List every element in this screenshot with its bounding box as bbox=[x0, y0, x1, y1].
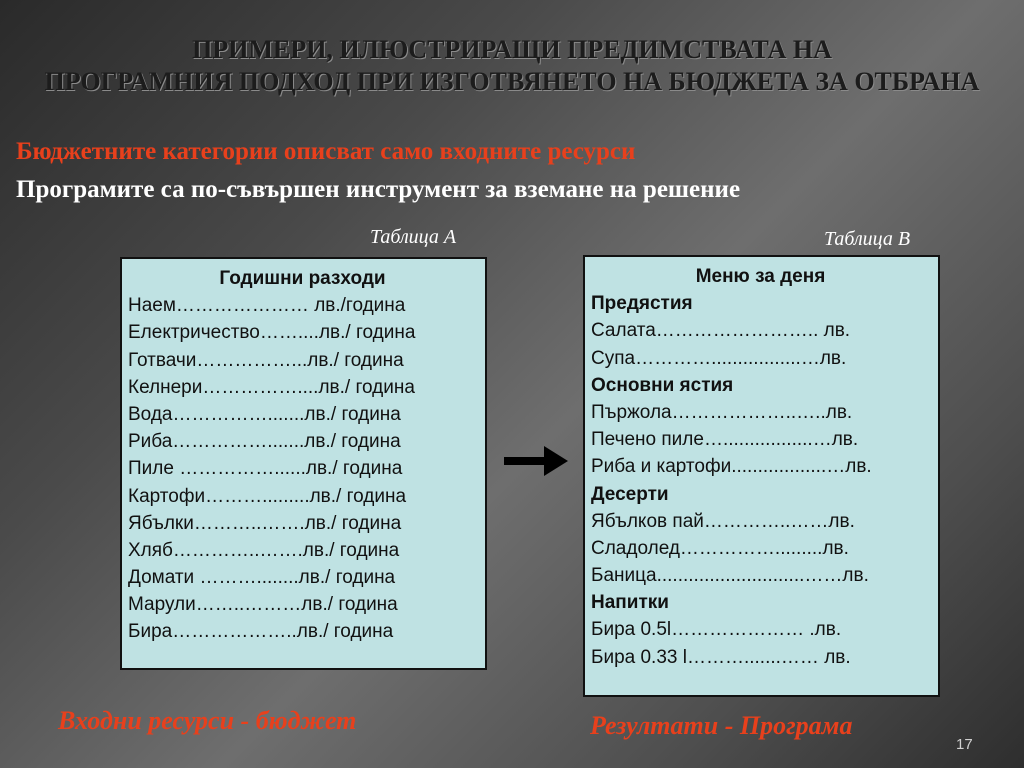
table-a-row: Риба…………….......лв./ година bbox=[128, 431, 401, 453]
table-a-row: Картофи……….........лв./ година bbox=[128, 485, 407, 507]
table-a-row: Вода…………….......лв./ година bbox=[128, 403, 401, 425]
table-a-row: Марули……..………лв./ година bbox=[128, 594, 398, 616]
table-a-row: Наем………………… лв./година bbox=[128, 295, 406, 317]
menu-item: Ябълков пай…………..……лв. bbox=[591, 510, 855, 532]
table-a-row: Келнери……………....лв./ година bbox=[128, 376, 415, 398]
menu-item: Сладолед…………….........лв. bbox=[591, 537, 849, 559]
table-a-row: Хляб…………..…….лв./ година bbox=[128, 539, 400, 561]
menu-item: Супа………….................…лв. bbox=[591, 347, 847, 369]
menu-section-title: Основни ястия bbox=[591, 374, 734, 396]
menu-item: Баница............................……лв. bbox=[591, 565, 869, 587]
table-a-row: Бира………………..лв./ година bbox=[128, 621, 394, 643]
table-a-rows bbox=[128, 292, 477, 645]
table-a-row: Пиле ……………......лв./ година bbox=[128, 458, 403, 480]
table-b-rows bbox=[591, 290, 930, 671]
menu-section-title: Предястия bbox=[591, 293, 693, 315]
statement-budget: Бюджетните категории описват само входните ресурси bbox=[16, 138, 636, 165]
title-line-2: ПРОГРАМНИЯ ПОДХОД ПРИ ИЗГОТВЯНЕТО НА БЮДЖЕТА ЗА ОТБРАНА bbox=[44, 67, 980, 96]
table-a-row: Готвачи……………...лв./ година bbox=[128, 349, 404, 371]
table-a-row: Електричество……....лв./ година bbox=[128, 322, 416, 344]
table-b-caption: Таблица В bbox=[824, 228, 911, 250]
menu-item: Пържола………………..…..лв. bbox=[591, 401, 853, 423]
arrow-right-icon bbox=[502, 444, 570, 478]
menu-item: Риба и картофи..................…лв. bbox=[591, 456, 872, 478]
table-a-footer: Входни ресурси - бюджет bbox=[58, 706, 357, 735]
table-a-row: Ябълки………..…….лв./ година bbox=[128, 512, 402, 534]
slide-title bbox=[0, 34, 1024, 98]
table-b-box bbox=[583, 255, 940, 697]
table-a-row: Домати ………........лв./ година bbox=[128, 567, 396, 589]
menu-item: Печено пиле….................…лв. bbox=[591, 429, 859, 451]
page-number: 17 bbox=[956, 736, 973, 753]
table-a-heading: Годишни разходи bbox=[219, 268, 386, 289]
statement-programs: Програмите са по-съвършен инструмент за вземане на решение bbox=[16, 176, 741, 203]
menu-item: Бира 0.5l………………… .лв. bbox=[591, 619, 842, 641]
menu-item: Салата…………………….. лв. bbox=[591, 320, 851, 342]
table-a-caption: Таблица А bbox=[370, 226, 457, 248]
menu-item: Бира 0.33 l……….......…… лв. bbox=[591, 646, 851, 668]
table-b-footer: Резултати - Програма bbox=[590, 711, 853, 740]
menu-section-title: Напитки bbox=[591, 592, 669, 614]
title-line-1: ПРИМЕРИ, ИЛЮСТРИРАЩИ ПРЕДИМСТВАТА НА bbox=[192, 35, 832, 64]
menu-section-title: Десерти bbox=[591, 483, 669, 505]
table-b-heading: Меню за деня bbox=[695, 266, 826, 287]
table-a-box bbox=[120, 257, 487, 670]
